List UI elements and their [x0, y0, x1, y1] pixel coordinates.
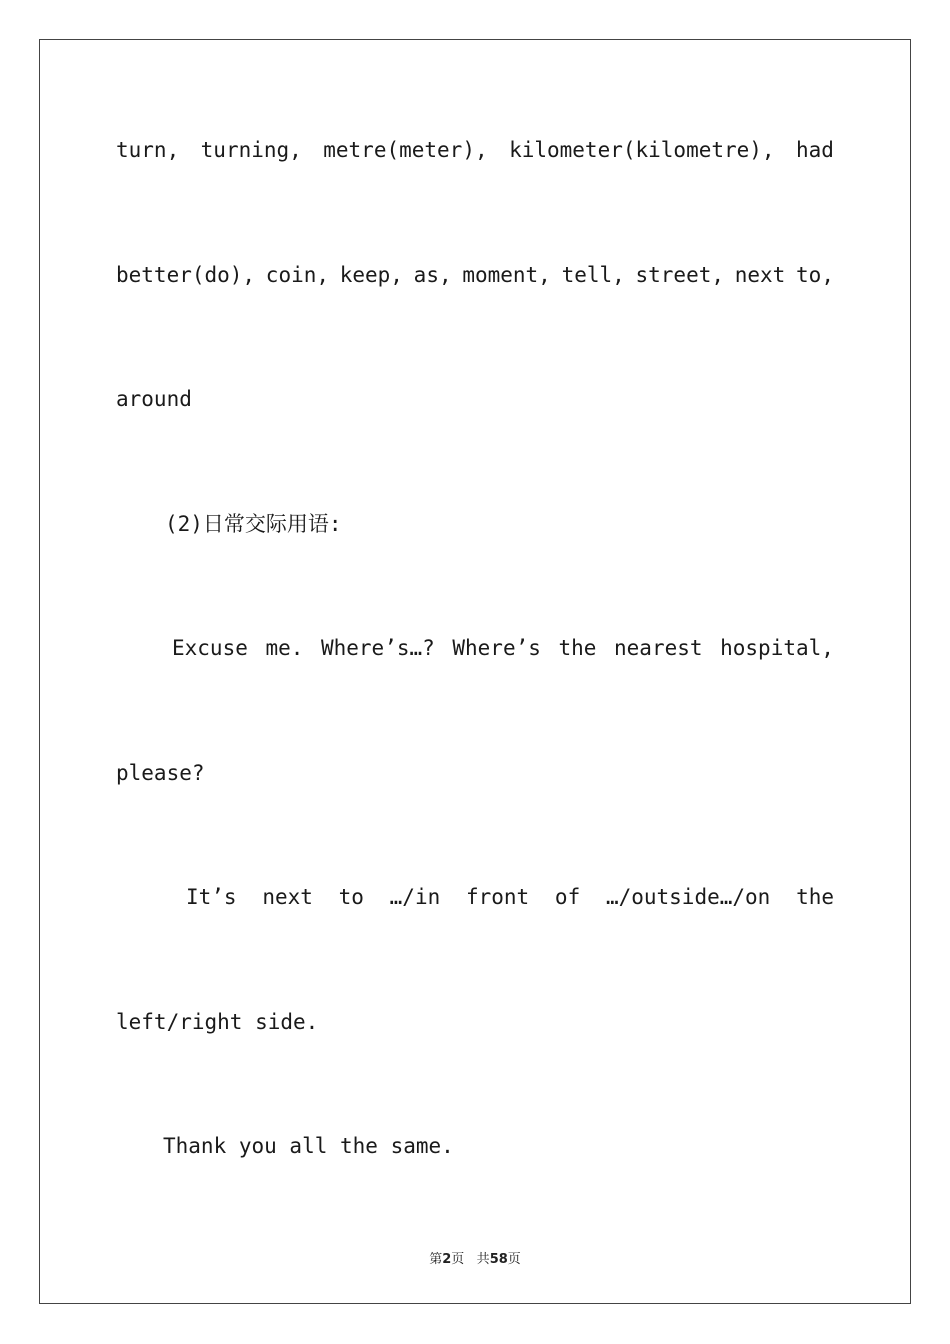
word: coin, [265, 263, 330, 287]
word: nearest [614, 636, 703, 660]
total-page-count: 58 [489, 1252, 508, 1267]
word: turn, [116, 138, 180, 162]
footer-page-suffix: 页 [451, 1252, 465, 1267]
word: the [796, 885, 834, 909]
word: the [558, 636, 597, 660]
word: turning, [200, 138, 302, 162]
word: kilometer(kilometre), [509, 138, 775, 162]
word: of [554, 885, 581, 909]
word: …/outside…/on [605, 885, 771, 909]
word: Excuse [172, 636, 248, 660]
word: front [465, 885, 530, 909]
text-line-5 [172, 635, 834, 661]
word: next [734, 263, 786, 287]
word: better(do), [116, 263, 256, 287]
word: as, [413, 263, 452, 287]
word: It’s [186, 885, 237, 909]
word: next [262, 885, 313, 909]
text-line-3: around [116, 387, 192, 411]
text-line-7 [186, 884, 834, 910]
page-footer [0, 1248, 950, 1267]
section-heading: (2)日常交际用语: [165, 512, 342, 536]
word: to, [796, 263, 834, 287]
page-border [39, 39, 911, 1304]
word: …/in [389, 885, 441, 909]
text-line-8: left/right side. [116, 1010, 319, 1034]
word: metre(meter), [323, 138, 488, 162]
word: to [338, 885, 364, 909]
text-line-1 [116, 137, 834, 163]
word: Where’s…? [320, 636, 435, 660]
word: Where’s [452, 636, 541, 660]
footer-prefix: 第 [429, 1252, 443, 1267]
word: moment, [462, 263, 551, 287]
word: had [796, 138, 834, 162]
word: me. [265, 636, 304, 660]
word: tell, [561, 263, 625, 287]
current-page-number: 2 [442, 1252, 452, 1267]
word: hospital, [720, 636, 834, 660]
footer-total-suffix: 页 [507, 1252, 521, 1267]
text-line-9: Thank you all the same. [163, 1134, 454, 1158]
text-line-6: please? [116, 761, 205, 785]
text-line-2 [116, 262, 834, 288]
word: keep, [339, 263, 403, 287]
word: street, [635, 263, 725, 287]
footer-total-prefix: 共 [476, 1252, 490, 1267]
